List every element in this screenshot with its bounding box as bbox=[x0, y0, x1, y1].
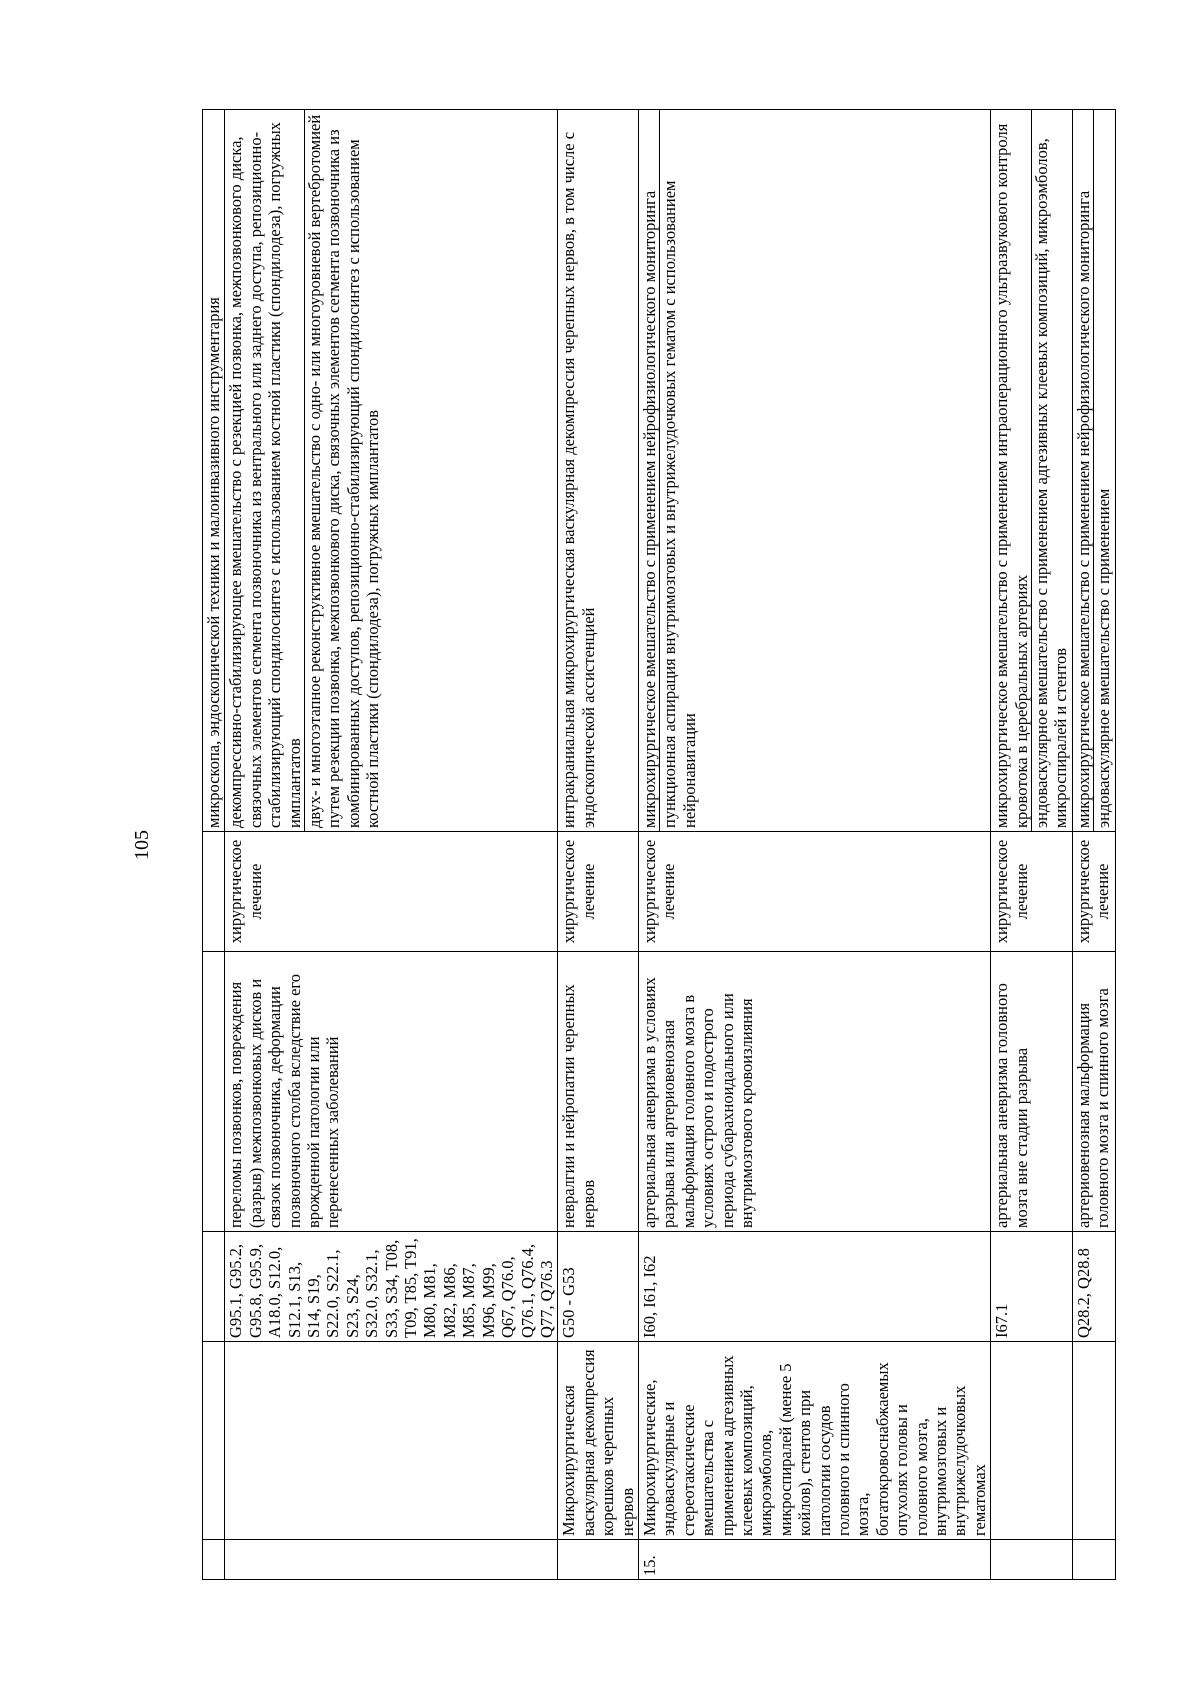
method-item: эндоваскулярное вмешательство с применением bbox=[1093, 110, 1113, 831]
treatment-type: хирургическое лечение bbox=[1072, 832, 1115, 952]
table-row bbox=[1072, 110, 1115, 1580]
procedure-name bbox=[991, 1342, 1073, 1540]
methods-cell bbox=[1072, 110, 1115, 832]
icd-codes: Q28.2, Q28.8 bbox=[1072, 1232, 1115, 1342]
treatment-type: хирургическое лечение bbox=[991, 832, 1073, 952]
table-row bbox=[203, 110, 225, 1580]
method-item: микрохирургическое вмешательство с применением нейрофизиологического мониторинга bbox=[1073, 190, 1093, 828]
procedure-name bbox=[225, 1342, 558, 1540]
method-item: двух- и многоэтапное реконструктивное вмешательство с одно- или многоуровневой вертебротомией путем резекции позвонка, межпозвонкового диска, связочных элементов сегмента позвоночника из комбинированных доступов, репозиционно-стабилизирующий спондилосинтез с использованием костной пластики (спондилодеза), погружных имплантатов bbox=[304, 110, 383, 831]
rotated-page bbox=[122, 110, 1117, 1580]
treatment-type: хирургическое лечение bbox=[558, 832, 639, 952]
methods-cell bbox=[638, 110, 990, 832]
icd-codes bbox=[203, 1232, 225, 1342]
diagnosis-cell: артериальная аневризма головного мозга вне стадии разрыва bbox=[991, 952, 1073, 1232]
row-number bbox=[225, 1540, 558, 1580]
icd-codes: G50 - G53 bbox=[558, 1232, 639, 1342]
icd-codes: G95.1, G95.2, G95.8, G95.9, A18.0, S12.0, S12.1, S13, S14, S19, S22.0, S22.1, S23, S24, S32.0, S32.1, S33, S34, T08, T09, T85, T91, M80, M81, M82, M86, M85, M87, M96, M99, Q67, Q76.0, Q76.1, Q76.4, Q77, Q76.3 bbox=[225, 1232, 558, 1342]
diagnosis-cell bbox=[203, 952, 225, 1232]
icd-codes: I67.1 bbox=[991, 1232, 1073, 1342]
methods-cell bbox=[225, 110, 558, 832]
table-body bbox=[203, 110, 1116, 1580]
method-item: микроскопа, эндоскопической техники и малоинвазивного инструментария bbox=[204, 297, 223, 828]
treatment-type: хирургическое лечение bbox=[225, 832, 558, 952]
treatment-type bbox=[203, 832, 225, 952]
procedure-name: Микрохирургическая васкулярная декомпрессия корешков черепных нервов bbox=[558, 1342, 639, 1540]
methods-cell bbox=[203, 110, 225, 832]
method-item: эндоваскулярное вмешательство с применением адгезивных клеевых композиций, микроэмболов, микроспиралей и стентов bbox=[1031, 110, 1071, 831]
procedure-name bbox=[1072, 1342, 1115, 1540]
icd-codes: I60, I61, I62 bbox=[638, 1232, 990, 1342]
diagnosis-cell: артериальная аневризма в условиях разрыва или артериовенозная мальформация головного мозга в условиях острого и подострого периода субарахноидального или внутримозгового кровоизлияния bbox=[638, 952, 990, 1232]
medical-care-table bbox=[202, 109, 1116, 1580]
row-number bbox=[991, 1540, 1073, 1580]
row-number bbox=[558, 1540, 639, 1580]
page-number: 105 bbox=[131, 830, 153, 860]
methods-cell bbox=[991, 110, 1073, 832]
diagnosis-cell: переломы позвонков, повреждения (разрыв) межпозвонковых дисков и связок позвоночника, деформации позвоночного столба вследствие его врожденной патологии или перенесенных заболеваний bbox=[225, 952, 558, 1232]
diagnosis-cell: артериовенозная мальформация головного мозга и спинного мозга bbox=[1072, 952, 1115, 1232]
method-item: декомпрессивно-стабилизирующее вмешательство с резекцией позвонка, межпозвонкового диска, связочных элементов сегмента позвоночника из вентрального или заднего доступа, репозиционно-стабилизирующий спондилосинтез с использованием костной пластики (спондилодеза), погружных имплантатов bbox=[226, 122, 304, 828]
table-row bbox=[558, 110, 639, 1580]
procedure-name bbox=[203, 1342, 225, 1540]
method-item: микрохирургическое вмешательство с применением интраоперационного ультразвукового контроля кровотока в церебральных артериях bbox=[992, 123, 1031, 828]
method-item: интракраниальная микрохирургическая васкулярная декомпрессия черепных нервов, в том числе с эндоскопической ассистенцией bbox=[559, 131, 598, 828]
procedure-name: Микрохирургические, эндоваскулярные и стереотаксические вмешательства с применением адгезивных клеевых композиций, микроэмболов, микроспиралей (менее 5 койлов), стентов при патологии сосудов головного и спинного мозга, богатокровоснабжаемых опухолях головы и головного мозга, внутримозговых и внутрижелудочковых гематомах bbox=[638, 1342, 990, 1540]
table-row bbox=[991, 110, 1073, 1580]
table-row bbox=[638, 110, 990, 1580]
row-number bbox=[1072, 1540, 1115, 1580]
row-number bbox=[203, 1540, 225, 1580]
row-number: 15. bbox=[638, 1540, 990, 1580]
diagnosis-cell: невралгии и нейропатии черепных нервов bbox=[558, 952, 639, 1232]
treatment-type: хирургическое лечение bbox=[638, 832, 990, 952]
table-row bbox=[225, 110, 558, 1580]
method-item: микрохирургическое вмешательство с применением нейрофизиологического мониторинга bbox=[639, 190, 659, 828]
methods-cell bbox=[558, 110, 639, 832]
method-item: пункционная аспирация внутримозговых и внутрижелудочковых гематом с использованием нейронавигации bbox=[659, 110, 699, 831]
